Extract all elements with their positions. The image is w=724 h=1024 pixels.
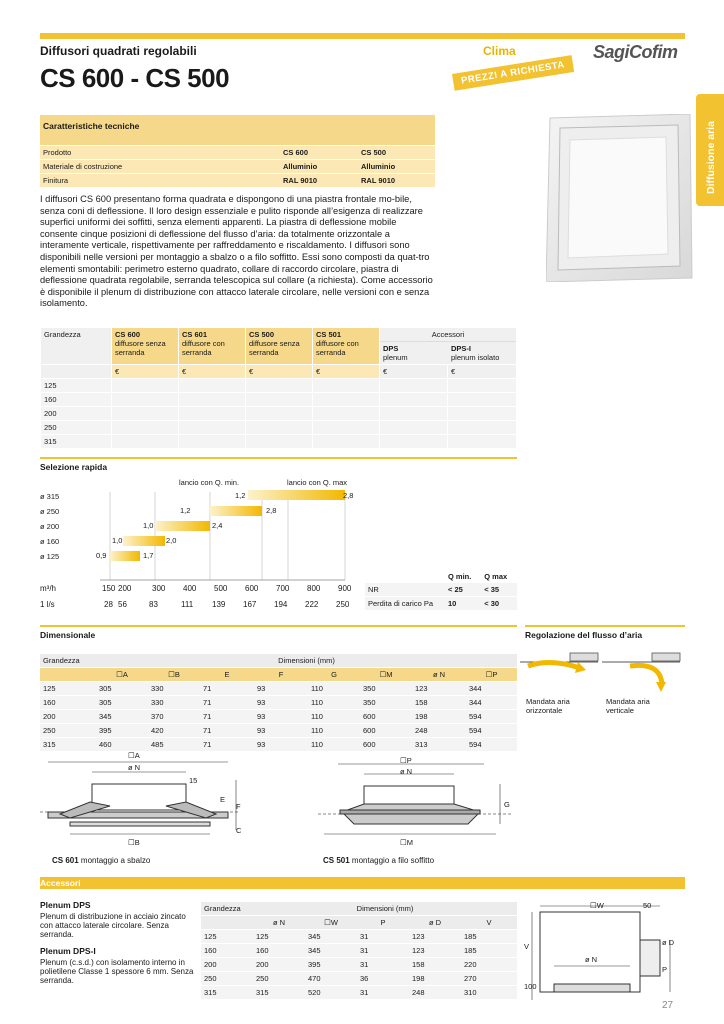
char-col: CS 600 (280, 146, 358, 160)
acc-col: ø D (409, 916, 461, 930)
product-image (546, 114, 694, 282)
divider (525, 625, 685, 627)
selezione-heading: Selezione rapida (40, 462, 108, 472)
acc-col: ø N (253, 916, 305, 930)
dim-label: 15 (189, 776, 198, 785)
caption-cs601: CS 601 montaggio a sbalzo (52, 856, 151, 865)
dim-label: ☐P (400, 756, 412, 765)
model-col: CS 500 diffusore senza serranda (246, 328, 313, 365)
dim-label: ☐M (400, 838, 413, 847)
dim-label: G (504, 800, 510, 809)
flow-diagrams (520, 648, 685, 693)
page-title: CS 600 - CS 500 (40, 63, 230, 93)
euro-cell: € (448, 365, 517, 379)
euro-cell: € (313, 365, 380, 379)
diam-label: ø 250 (40, 507, 60, 516)
char-cell: Materiale di costruzione (40, 160, 280, 174)
char-col: Prodotto (40, 146, 280, 160)
char-cell: Alluminio (358, 160, 435, 174)
euro-cell: € (179, 365, 246, 379)
divider (40, 625, 517, 627)
dim-col: ☐B (148, 668, 200, 682)
char-col: CS 500 (358, 146, 435, 160)
caption-cs501: CS 501 montaggio a filo soffitto (323, 856, 435, 865)
dps-text: Plenum di distribuzione in acciaio zincato con attacco laterale circolare. Senza serranda. (40, 912, 186, 939)
dps-title: Plenum DPS (40, 900, 91, 910)
dim-label: C (236, 826, 242, 835)
label-min: lancio con Q. min. (179, 478, 240, 487)
drawing-cs601 (40, 752, 250, 852)
dim-label: P (662, 965, 668, 974)
m3h-axis: 150 200 300 400 500 600 700 800 900 (102, 584, 352, 593)
section-label: Clima (483, 44, 516, 58)
dim-label: V (524, 942, 530, 951)
dpsi-text: Plenum (c.s.d.) con isolamento interno in polietilene Classe 1 spessore 6 mm. Senza serranda. (40, 958, 194, 985)
dpsi-title: Plenum DPS-I (40, 946, 96, 956)
max-value: 2,0 (166, 536, 177, 545)
dim-label: ☐W (590, 901, 604, 910)
size-cell: 250 (41, 421, 112, 435)
accessori-col: Accessori DPS plenum DPS-I plenum isolato (380, 328, 517, 365)
side-tab-label: Diffusione aria (705, 121, 717, 194)
max-value: 2,8 (266, 506, 277, 515)
char-cell: Finitura (40, 174, 280, 188)
dim-label: ø N (128, 763, 141, 772)
q-cell: < 25 (445, 583, 481, 597)
min-value: 1,2 (235, 491, 246, 500)
euro-cell: € (380, 365, 448, 379)
flow-horizontal-label: Mandata aria orizzontale (526, 697, 570, 715)
side-tab[interactable] (696, 94, 724, 206)
size-cell: 315 (41, 435, 112, 449)
dim-label: ø N (585, 955, 598, 964)
top-accent-bar (40, 33, 685, 39)
dim-head: Grandezza (40, 654, 96, 668)
min-value: 0,9 (96, 551, 107, 560)
ls-label: 1 l/s (40, 600, 55, 609)
diam-label: ø 200 (40, 522, 60, 531)
q-cell: < 30 (481, 597, 517, 611)
min-value: 1,0 (143, 521, 154, 530)
char-heading: Caratteristiche tecniche (40, 115, 435, 146)
accessori-heading: Accessori (40, 878, 81, 888)
acc-col: V (461, 916, 517, 930)
dimensionale-heading: Dimensionale (40, 630, 96, 640)
m3h-label: m³/h (40, 584, 56, 593)
max-value: 2,4 (212, 521, 223, 530)
char-cell: RAL 9010 (280, 174, 358, 188)
q-head: Q max (484, 572, 508, 581)
dim-label: E (220, 795, 226, 804)
accessori-bar (40, 877, 685, 889)
dim-head: Dimensioni (mm) (96, 654, 517, 668)
char-cell: Alluminio (280, 160, 358, 174)
diam-label: ø 125 (40, 552, 60, 561)
dim-col: ø N (412, 668, 466, 682)
model-col: CS 601 diffusore con serranda (179, 328, 246, 365)
diam-label: ø 160 (40, 537, 60, 546)
dim-label: 50 (643, 901, 652, 910)
intro-text: I diffusori CS 600 presentano forma quadrata e dispongono di una piastra frontale mo-bile, senza coni di deflessione. Il loro design essenziale e pulito risponde all’esigenza di realizzare superfici uniformi dei soffitti, senza elementi apparenti. La piastra di deflessione mobile consente cinque posizioni di deflessione del flusso d’aria: da totalmente orizzontale a interamente verticale, rispettivamente per raffreddamento e riscaldamento. I diffusori sono disponibili nelle versioni per montaggio a sbalzo o a filo soffitto. Essi sono composti da quat-tro elementi smontabili: perimetro esterno quadrato, collare di raccordo circolare, piastra di deflessione quadrata regolabile, serranda telescopica sul collare (a richiesta). Come accessorio è disponibile il plenum di distribuzione con attacco laterale circolare, nelle versioni con e senza isolamento. (40, 194, 433, 309)
brand-logo: SagiCofim (593, 42, 678, 62)
dim-label: ☐A (128, 751, 140, 760)
euro-cell: € (112, 365, 179, 379)
characteristics-table (40, 115, 435, 187)
page-number: 27 (662, 1000, 674, 1011)
dim-label: 100 (524, 982, 537, 991)
price-badge: PREZZI A RICHIESTA (452, 55, 574, 91)
category-label: Diffusori quadrati regolabili (40, 44, 197, 58)
drawing-plenum (524, 900, 684, 1000)
dim-label: ø N (400, 767, 413, 776)
dim-col: ☐M (360, 668, 412, 682)
model-col: CS 501 diffusore con serranda (313, 328, 380, 365)
accessori-table: Grandezza Dimensioni (mm) ø N ☐W P ø D V 125 125 345 31 123 185 160 160 345 31 123 185 200 200 395 31 158 220 250 250 470 36 198 270 315 315 520 31 248 310 (201, 902, 517, 1000)
dim-label: ø D (662, 938, 675, 947)
dim-col: G (308, 668, 360, 682)
divider (40, 457, 517, 459)
dim-col: ☐A (96, 668, 148, 682)
drawing-cs501 (318, 756, 518, 846)
dim-col: ☐P (466, 668, 517, 682)
q-head: Q min. (448, 572, 472, 581)
q-cell: < 35 (481, 583, 517, 597)
regolazione-heading: Regolazione del flusso d’aria (525, 630, 643, 640)
acc-head: Dimensioni (mm) (253, 902, 517, 916)
size-cell: 160 (41, 393, 112, 407)
ls-axis: 28 56 83 111 139 167 194 222 250 (104, 600, 350, 609)
dimension-table: Grandezza Dimensioni (mm) ☐A ☐B E F G ☐M ø N ☐P 125 305 330 71 93 110 350 123 344 160 305 330 71 93 110 350 158 344 200 345 370 71 93 110 600 198 594 250 395 420 71 93 110 600 248 594 315 460 485 71 93 110 600 313 594 (40, 654, 517, 752)
col-grandezza: Grandezza (41, 328, 112, 365)
q-cell: NR (365, 583, 445, 597)
size-cell: 125 (41, 379, 112, 393)
dim-col: F (254, 668, 308, 682)
q-cell: 10 (445, 597, 481, 611)
model-col: CS 600 diffusore senza serranda (112, 328, 179, 365)
flow-vertical-label: Mandata aria verticale (606, 697, 650, 715)
selection-chart (40, 484, 360, 614)
diam-label: ø 315 (40, 492, 60, 501)
label-max: lancio con Q. max (287, 478, 348, 487)
min-value: 1,0 (112, 536, 123, 545)
acc-head: Grandezza (201, 902, 253, 916)
max-value: 1,7 (143, 551, 154, 560)
acc-col: P (357, 916, 409, 930)
acc-col: ☐W (305, 916, 357, 930)
min-value: 1,2 (180, 506, 191, 515)
max-value: 2,8 (343, 491, 354, 500)
price-table (40, 328, 517, 449)
char-cell: RAL 9010 (358, 174, 435, 188)
dim-col: E (200, 668, 254, 682)
dim-label: ☐B (128, 838, 140, 847)
size-cell: 200 (41, 407, 112, 421)
q-table (365, 570, 517, 611)
euro-cell: € (246, 365, 313, 379)
q-cell: Perdita di carico Pa (365, 597, 445, 611)
dim-label: F (236, 802, 241, 811)
